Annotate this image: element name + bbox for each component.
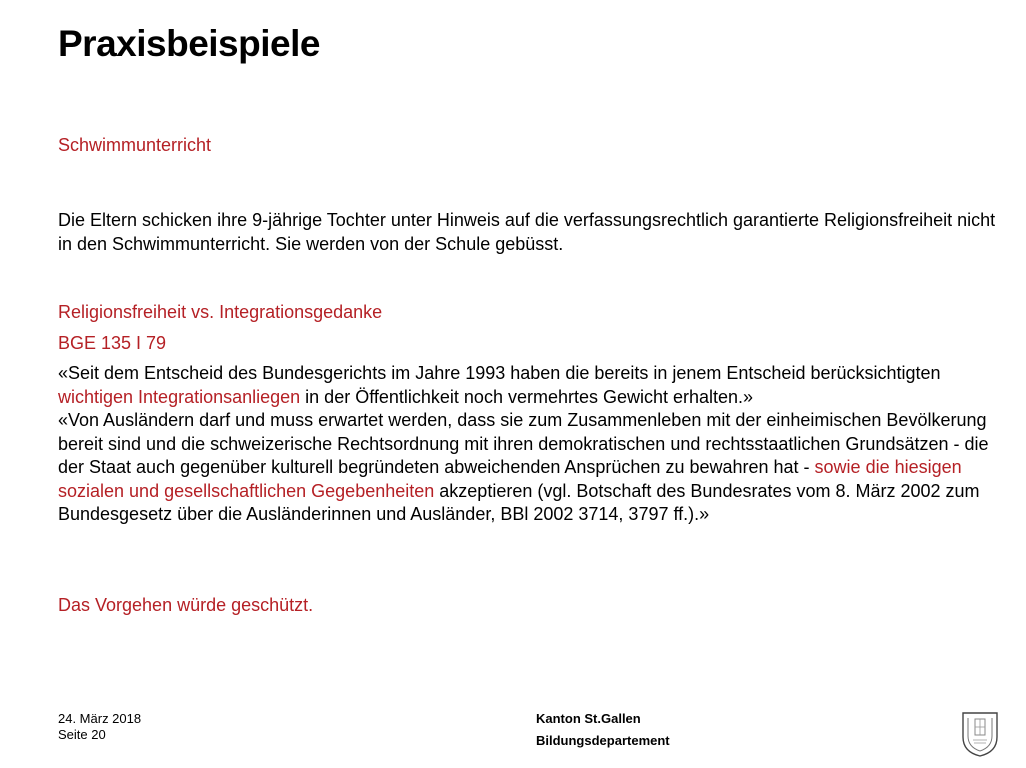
quote-text: «Von Ausländern darf und muss erwartet werden, dass sie zum Zusammenleben mit der einheimischen Bevölkerung bereit sind und die schweizerische Rechtsordnung mit ihren demokratischen und rechtsstaatlichen Grundsätzen - die der Staat auch gegenüber kulturell begründeten abweichenden Ansprüchen zu bewahren hat - — [58, 410, 989, 477]
canton-st-gallen-crest-icon — [960, 710, 1000, 758]
footer-department: Bildungsdepartement — [536, 733, 670, 748]
principle-label: Religionsfreiheit vs. Integrationsgedanke — [58, 302, 383, 322]
footer-canton: Kanton St.Gallen — [536, 711, 641, 726]
court-quote — [58, 362, 998, 409]
footer-organization — [536, 708, 670, 752]
quote-highlight: wichtigen Integrationsanliegen — [58, 386, 301, 407]
case-description: Die Eltern schicken ihre 9-jährige Tochter unter Hinweis auf die verfassungsrechtlich garantierte Religionsfreiheit nicht in den Schwimmunterricht. Sie werden von der Schule gebüsst. — [58, 210, 996, 254]
quote-text: «Seit dem Entscheid des Bundesgerichts im Jahre 1993 haben die bereits in jenem Entscheid berücksichtigten — [58, 363, 941, 383]
quote-text: in der Öffentlichkeit noch vermehrtes Gewicht erhalten.» — [300, 386, 754, 407]
legal-reasoning — [58, 300, 998, 527]
quote-text: akzeptieren (vgl. Botschaft des Bundesrates vom 8. März 2002 zum Bundesgesetz über die Ausländerinnen und Ausländer, BBl 2002 3714, 3797 ff.).» — [58, 480, 980, 524]
section-heading: Schwimmunterricht — [58, 135, 212, 155]
decision-reference: BGE 135 I 79 — [58, 333, 167, 353]
footer-page-number: Seite 20 — [58, 727, 106, 742]
footer-meta — [58, 711, 141, 743]
footer-date: 24. März 2018 — [58, 711, 142, 726]
federal-council-quote — [58, 409, 998, 527]
slide-title: Praxisbeispiele — [58, 23, 320, 64]
quote-highlight: sowie die hiesigen sozialen und gesellschaftlichen Gegebenheiten — [58, 457, 962, 501]
conclusion: Das Vorgehen würde geschützt. — [58, 595, 314, 615]
